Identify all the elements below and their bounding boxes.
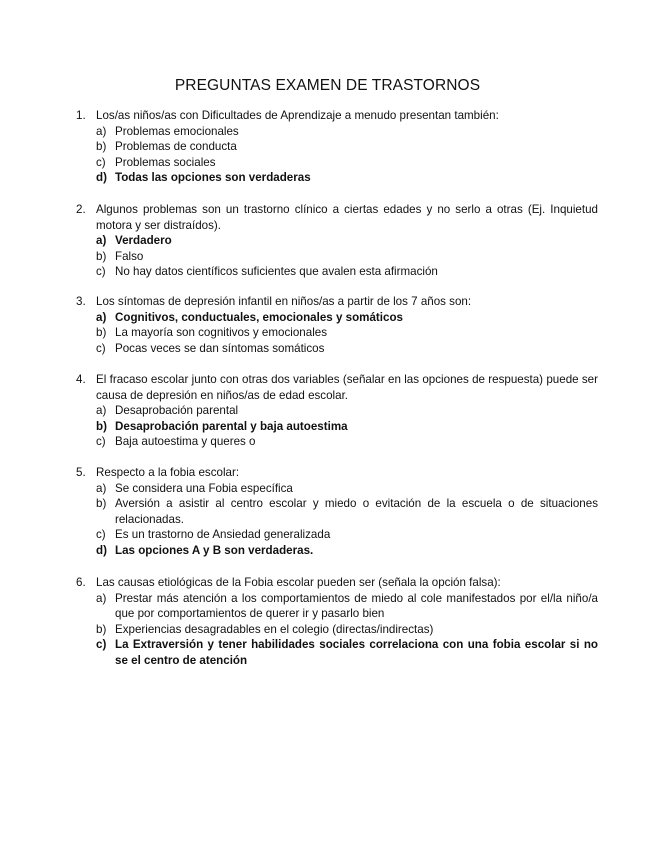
option-c-correct bbox=[96, 637, 598, 668]
option-text: Desaprobación parental y baja autoestima bbox=[115, 419, 348, 433]
option-text: Prestar más atención a los comportamientos de miedo al cole manifestados por el/la niño/a que por comportamientos de querer ir y pasarlo bien bbox=[115, 591, 598, 621]
option-b bbox=[96, 622, 598, 638]
option-text: Cognitivos, conductuales, emocionales y somáticos bbox=[115, 310, 403, 324]
option-letter: b) bbox=[96, 497, 107, 511]
option-letter: a) bbox=[96, 310, 107, 324]
option-text: Todas las opciones son verdaderas bbox=[115, 171, 311, 185]
option-letter: b) bbox=[96, 249, 107, 263]
option-letter: a) bbox=[96, 481, 107, 495]
option-c bbox=[96, 341, 598, 357]
question-3 bbox=[76, 294, 598, 356]
option-a bbox=[96, 591, 598, 622]
question-number: 3. bbox=[76, 295, 86, 308]
option-text: Problemas de conducta bbox=[115, 140, 237, 154]
option-letter: a) bbox=[96, 404, 107, 418]
question-number: 5. bbox=[76, 466, 86, 479]
option-letter: b) bbox=[96, 419, 107, 433]
option-letter: d) bbox=[96, 171, 107, 185]
option-letter: c) bbox=[96, 638, 107, 652]
option-text: Es un trastorno de Ansiedad generalizada bbox=[115, 528, 331, 542]
option-letter: c) bbox=[96, 528, 106, 542]
option-text: Aversión a asistir al centro escolar y miedo o evitación de la escuela o de situaciones relacionadas. bbox=[115, 497, 598, 526]
question-text: Los/as niños/as con Dificultades de Aprendizaje a menudo presentan también: bbox=[96, 109, 499, 122]
option-letter: c) bbox=[96, 265, 106, 279]
question-5 bbox=[76, 465, 598, 559]
option-letter: b) bbox=[96, 140, 107, 154]
question-2 bbox=[76, 202, 598, 280]
option-c bbox=[96, 264, 598, 280]
option-a-correct bbox=[96, 233, 598, 249]
option-text: Se considera una Fobia específica bbox=[115, 481, 293, 495]
option-b bbox=[96, 139, 598, 155]
option-text: La Extraversión y tener habilidades sociales correlaciona con una fobia escolar si no se el centro de atención bbox=[115, 638, 598, 667]
option-text: Experiencias desagradables en el colegio (directas/indirectas) bbox=[115, 622, 434, 636]
option-letter: c) bbox=[96, 435, 106, 449]
question-number: 4. bbox=[76, 373, 86, 386]
option-letter: c) bbox=[96, 341, 106, 355]
option-a bbox=[96, 403, 598, 419]
question-number: 2. bbox=[76, 203, 86, 216]
option-text: Verdadero bbox=[115, 234, 172, 248]
question-text: Los síntomas de depresión infantil en niños/as a partir de los 7 años son: bbox=[96, 295, 472, 308]
option-letter: a) bbox=[96, 234, 107, 248]
option-b bbox=[96, 496, 598, 527]
option-c bbox=[96, 434, 598, 450]
question-text: El fracaso escolar junto con otras dos variables (señalar en las opciones de respuesta) puede ser causa de depresión en niños/as de edad escolar. bbox=[96, 373, 598, 402]
option-a bbox=[96, 124, 598, 140]
option-d-correct bbox=[96, 543, 598, 559]
option-text: La mayoría son cognitivos y emocionales bbox=[115, 326, 328, 340]
option-text: Desaprobación parental bbox=[115, 404, 239, 418]
option-letter: c) bbox=[96, 155, 106, 169]
question-1 bbox=[76, 108, 598, 186]
question-number: 1. bbox=[76, 109, 86, 122]
option-text: Problemas sociales bbox=[115, 155, 216, 169]
option-text: No hay datos científicos suficientes que avalen esta afirmación bbox=[115, 265, 438, 279]
option-c bbox=[96, 527, 598, 543]
option-d-correct bbox=[96, 170, 598, 186]
option-letter: a) bbox=[96, 124, 107, 138]
option-text: Falso bbox=[115, 249, 144, 263]
option-text: Las opciones A y B son verdaderas. bbox=[115, 543, 314, 557]
option-text: Pocas veces se dan síntomas somáticos bbox=[115, 341, 325, 355]
option-c bbox=[96, 155, 598, 171]
option-text: Problemas emocionales bbox=[115, 124, 239, 138]
option-a bbox=[96, 481, 598, 497]
option-letter: a) bbox=[96, 591, 107, 605]
question-6 bbox=[76, 575, 598, 669]
question-text: Algunos problemas son un trastorno clínico a ciertas edades y no serlo a otras (Ej. Inquietud motora y ser distraídos). bbox=[96, 203, 598, 232]
option-a-correct bbox=[96, 310, 598, 326]
option-text: Baja autoestima y queres o bbox=[115, 435, 256, 449]
option-b-correct bbox=[96, 419, 598, 435]
option-letter: d) bbox=[96, 543, 107, 557]
question-text: Respecto a la fobia escolar: bbox=[96, 466, 240, 479]
option-letter: b) bbox=[96, 622, 107, 636]
question-4 bbox=[76, 372, 598, 450]
question-number: 6. bbox=[76, 576, 86, 589]
page-title: PREGUNTAS EXAMEN DE TRASTORNOS bbox=[174, 77, 481, 94]
question-text: Las causas etiológicas de la Fobia escolar pueden ser (señala la opción falsa): bbox=[96, 576, 501, 589]
option-letter: b) bbox=[96, 326, 107, 340]
option-b bbox=[96, 325, 598, 341]
option-b bbox=[96, 249, 598, 265]
